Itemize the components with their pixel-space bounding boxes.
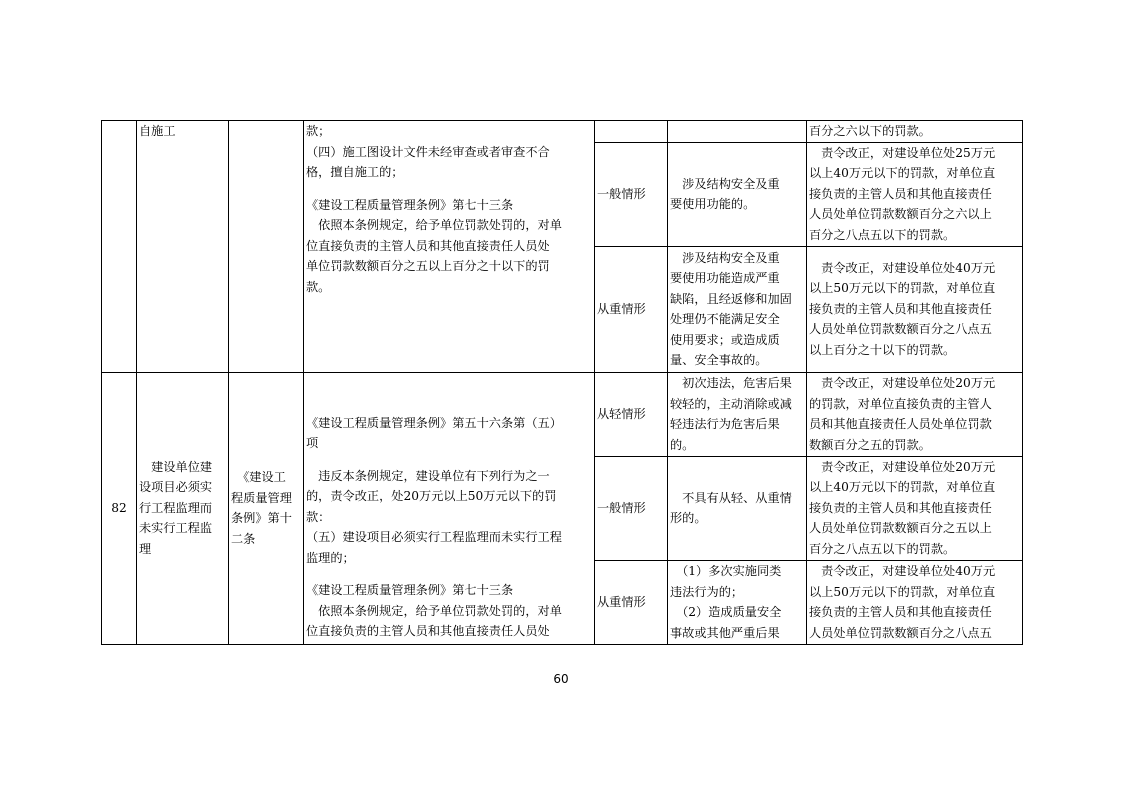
penalty-amount: 百分之六以下的罚款。 xyxy=(807,121,1023,143)
circumstance-level: 从重情形 xyxy=(595,560,668,644)
penalty-amount: 责令改正，对建设单位处25万元 以上40万元以下的罚款，对单位直 接负责的主管人员和其他直接责任 人员处单位罚款数额百分之六以上 百分之八点五以下的罚款。 xyxy=(807,142,1023,246)
page-number: 60 xyxy=(553,672,569,686)
penalty-amount: 责令改正，对建设单位处40万元 以上50万元以下的罚款，对单位直 接负责的主管人员和其他直接责任 人员处单位罚款数额百分之八点五 xyxy=(807,560,1023,644)
penalty-standard-table xyxy=(101,120,1023,645)
circumstance-level: 从重情形 xyxy=(595,246,668,372)
violation-text: 自施工 xyxy=(139,124,176,138)
table-row xyxy=(102,121,1023,143)
circumstance-facts: 涉及结构安全及重 要使用功能造成严重 缺陷，且经返修和加固 处理仍不能满足安全 使用要求；或造成质 量、安全事故的。 xyxy=(668,246,807,372)
circumstance-facts: 涉及结构安全及重 要使用功能的。 xyxy=(668,142,807,246)
item-number-cell xyxy=(102,121,137,373)
circumstance-facts: 不具有从轻、从重情 形的。 xyxy=(668,456,807,560)
violation-cell xyxy=(137,121,229,373)
circumstance-facts: 初次违法，危害后果 较轻的，主动消除或减 轻违法行为危害后果 的。 xyxy=(668,372,807,456)
violation-cell xyxy=(137,372,229,644)
violation-text: 建设单位建 设项目必须实 行工程监理而 未实行工程监 理 xyxy=(139,459,213,556)
legal-basis-cell xyxy=(229,121,304,373)
penalty-terms-cell xyxy=(304,121,595,373)
legal-basis-cell xyxy=(229,372,304,644)
circumstance-facts: （1）多次实施同类 违法行为的； （2）造成质量安全 事故或其他严重后果 xyxy=(668,560,807,644)
circumstance-level: 从轻情形 xyxy=(595,372,668,456)
penalty-amount: 责令改正，对建设单位处20万元 的罚款，对单位直接负责的主管人 员和其他直接责任人员处单位罚款 数额百分之五的罚款。 xyxy=(807,372,1023,456)
table-row xyxy=(102,372,1023,456)
circumstance-facts xyxy=(668,121,807,143)
legal-basis-text: 《建设工 程质量管理 条例》第十 二条 xyxy=(231,470,292,546)
penalty-terms-text: 《建设工程质量管理条例》第五十六条第（五） 项 违反本条例规定，建设单位有下列行为之一 的，责令改正，处20万元以上50万元以下的罚 款： （五）建设项目必须实行工程监理而未实行工程 监理的； 《建设工程质量管理条例》第七十三条 依照本条例规定，给予单位罚款处罚的，对单 位直接负责的主管人员和其他直接责任人员处 xyxy=(306,415,562,638)
penalty-terms-text: 款； （四）施工图设计文件未经审查或者审查不合 格，擅自施工的； 《建设工程质量管理条例》第七十三条 依照本条例规定，给予单位罚款处罚的，对单 位直接负责的主管人员和其他直接责任人员处 单位罚款数额百分之五以上百分之十以下的罚 款。 xyxy=(306,124,562,294)
penalty-amount: 责令改正，对建设单位处40万元 以上50万元以下的罚款，对单位直 接负责的主管人员和其他直接责任 人员处单位罚款数额百分之八点五 以上百分之十以下的罚款。 xyxy=(807,246,1023,372)
circumstance-level: 一般情形 xyxy=(595,456,668,560)
circumstance-level: 一般情形 xyxy=(595,142,668,246)
penalty-terms-cell xyxy=(304,372,595,644)
penalty-amount: 责令改正，对建设单位处20万元 以上40万元以下的罚款，对单位直 接负责的主管人员和其他直接责任 人员处单位罚款数额百分之五以上 百分之八点五以下的罚款。 xyxy=(807,456,1023,560)
item-number-cell: 82 xyxy=(102,372,137,644)
circumstance-level xyxy=(595,121,668,143)
